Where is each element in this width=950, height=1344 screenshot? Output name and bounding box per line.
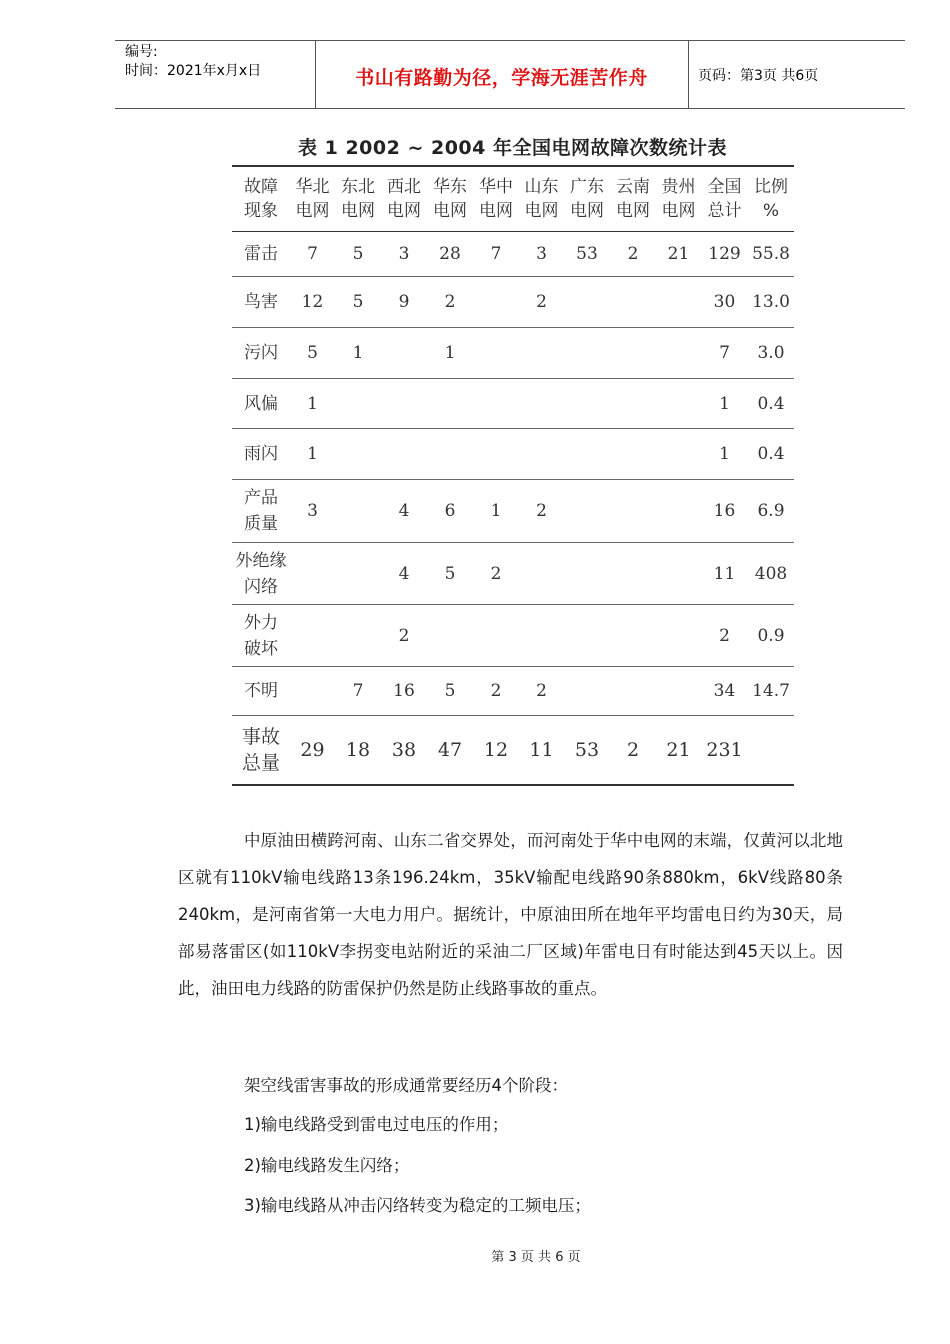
row-category-line: 闪络: [244, 576, 278, 597]
table-cell: 16: [381, 667, 427, 716]
column-header-line: 电网: [341, 201, 375, 221]
table-cell: [610, 667, 656, 716]
table-cell: 7: [701, 328, 748, 379]
table-cell: 13.0: [748, 277, 794, 328]
table-cell: [427, 605, 473, 667]
row-category: [232, 429, 290, 480]
table-row: [232, 667, 794, 716]
column-header-line: 全国: [707, 177, 742, 197]
table-row: [232, 379, 794, 429]
table-cell: [610, 277, 656, 328]
body-paragraph-2: 架空线雷害事故的形成通常要经历4个阶段：: [244, 1076, 568, 1095]
table-cell: 0.4: [748, 429, 794, 480]
table-cell: [610, 605, 656, 667]
column-header-line: %: [762, 201, 780, 221]
table-cell: [656, 277, 701, 328]
table-cell: 1: [427, 328, 473, 379]
row-category-line: 总量: [241, 752, 280, 774]
table-cell: 5: [335, 277, 381, 328]
table-cell: [564, 480, 610, 543]
column-header: [564, 166, 610, 232]
column-header-line: 电网: [387, 201, 421, 221]
column-header-line: 电网: [433, 201, 467, 221]
table-cell: 231: [701, 716, 748, 786]
table-cell: [656, 543, 701, 605]
list-item-1: 1)输电线路受到雷电过电压的作用；: [244, 1115, 509, 1134]
table-cell: [473, 605, 519, 667]
table-cell: 2: [427, 277, 473, 328]
table-cell: [427, 379, 473, 429]
column-header-line: 现象: [244, 201, 278, 221]
table-cell: [335, 379, 381, 429]
list-item-3: 3)输电线路从冲击闪络转变为稳定的工频电压；: [244, 1196, 591, 1215]
list-item-2: 2)输电线路发生闪络；: [244, 1156, 410, 1175]
table-cell: 1: [290, 379, 335, 429]
table-cell: 18: [335, 716, 381, 786]
table-cell: 5: [335, 232, 381, 277]
table-cell: 30: [701, 277, 748, 328]
table-cell: [610, 429, 656, 480]
table-cell: 7: [335, 667, 381, 716]
row-category: [232, 667, 290, 716]
table-cell: 3: [290, 480, 335, 543]
column-header-line: 电网: [616, 201, 650, 221]
table-cell: 1: [701, 379, 748, 429]
table-cell: 2: [519, 277, 564, 328]
column-header: [610, 166, 656, 232]
row-category: [232, 232, 290, 277]
table-cell: 34: [701, 667, 748, 716]
table-cell: [473, 379, 519, 429]
table-cell: [427, 429, 473, 480]
table-cell: 7: [473, 232, 519, 277]
table-cell: [381, 379, 427, 429]
table-cell: 11: [519, 716, 564, 786]
row-category: [232, 379, 290, 429]
column-header-line: 总计: [707, 201, 742, 221]
column-header-line: 华中: [479, 177, 513, 197]
table-cell: 7: [290, 232, 335, 277]
row-category: [232, 480, 290, 543]
column-header-line: 电网: [479, 201, 513, 221]
table-cell: 21: [656, 716, 701, 786]
table-cell: [473, 328, 519, 379]
body-paragraph-1: 中原油田横跨河南、山东二省交界处，而河南处于华中电网的末端，仅黄河以北地区就有110kV输电线路13条196.24km，35kV输配电线路90条880km，6kV线路80条240km，是河南省第一大电力用户。据统计，中原油田所在地年平均雷电日约为30天，局部易落雷区(如110kV李拐变电站附近的采油二厂区域)年雷电日有时能达到45天以上。因此，油田电力线路的防雷保护仍然是防止线路事故的重点。: [178, 831, 843, 998]
column-header: [381, 166, 427, 232]
column-header-line: 故障: [244, 177, 278, 197]
column-header-line: 山东: [524, 177, 559, 197]
table-cell: [519, 328, 564, 379]
column-header: [701, 166, 748, 232]
column-header-line: 比例: [754, 177, 788, 197]
table-cell: 3: [381, 232, 427, 277]
fault-statistics-table: [232, 165, 794, 786]
table-cell: 47: [427, 716, 473, 786]
table-cell: [564, 429, 610, 480]
column-header: [473, 166, 519, 232]
row-category-line: 鸟害: [244, 292, 278, 312]
column-header-line: 华东: [433, 177, 467, 197]
header-meta: [125, 43, 261, 81]
table-cell: 3.0: [748, 328, 794, 379]
page-header: [115, 40, 905, 109]
table-cell: 12: [473, 716, 519, 786]
row-category: [232, 277, 290, 328]
table-cell: 2: [701, 605, 748, 667]
table-cell: [335, 480, 381, 543]
table-cell: 1: [335, 328, 381, 379]
row-category-line: 外绝缘: [235, 550, 287, 571]
table-cell: 55.8: [748, 232, 794, 277]
table-row: [232, 429, 794, 480]
table-cell: 2: [473, 543, 519, 605]
table-cell: [656, 328, 701, 379]
page-footer: 第 3 页 共 6 页: [491, 1250, 581, 1265]
column-header-line: 东北: [341, 177, 375, 197]
table-cell: 28: [427, 232, 473, 277]
column-header-line: 电网: [295, 201, 330, 221]
header-divider: [688, 41, 689, 108]
table-row: [232, 480, 794, 543]
table-cell: 5: [427, 667, 473, 716]
table-cell: [290, 605, 335, 667]
table-cell: 11: [701, 543, 748, 605]
row-category-line: 外力: [244, 612, 278, 633]
row-category-line: 质量: [244, 514, 278, 534]
column-header-line: 电网: [661, 201, 696, 221]
column-header-line: 华北: [295, 177, 330, 197]
table-cell: 4: [381, 480, 427, 543]
column-header-line: 电网: [524, 201, 559, 221]
row-category: [232, 605, 290, 667]
table-cell: [381, 429, 427, 480]
table-cell: [564, 277, 610, 328]
table-cell: [656, 605, 701, 667]
table-cell: [473, 429, 519, 480]
table-cell: 53: [564, 232, 610, 277]
table-cell: [656, 667, 701, 716]
column-header: [232, 166, 290, 232]
table-cell: [519, 543, 564, 605]
table-cell: [290, 667, 335, 716]
table-cell: [335, 543, 381, 605]
column-header-line: 贵州: [661, 177, 696, 197]
row-category-line: 事故: [241, 726, 280, 748]
row-category: [232, 543, 290, 605]
column-header: [335, 166, 381, 232]
row-category: [232, 328, 290, 379]
table-row: [232, 232, 794, 277]
column-header-line: 云南: [616, 177, 650, 197]
table-cell: 9: [381, 277, 427, 328]
row-category-line: 雨闪: [244, 444, 278, 464]
table-cell: [473, 277, 519, 328]
table-cell: 29: [290, 716, 335, 786]
column-header: [427, 166, 473, 232]
table-cell: 38: [381, 716, 427, 786]
table-cell: [748, 716, 794, 786]
table-cell: 21: [656, 232, 701, 277]
table-cell: [656, 480, 701, 543]
table-cell: 408: [748, 543, 794, 605]
table-cell: 2: [519, 480, 564, 543]
table-cell: 14.7: [748, 667, 794, 716]
table-cell: 2: [473, 667, 519, 716]
header-page-info: 页码：第3页 共6页: [698, 68, 819, 84]
column-header: [290, 166, 335, 232]
table-cell: [519, 429, 564, 480]
table-cell: 2: [610, 232, 656, 277]
table-cell: 1: [290, 429, 335, 480]
row-category-line: 污闪: [244, 343, 278, 363]
table-row: [232, 605, 794, 667]
table-row: [232, 328, 794, 379]
table-cell: [610, 543, 656, 605]
table-header-row: [232, 166, 794, 232]
table-cell: 3: [519, 232, 564, 277]
table-cell: 2: [610, 716, 656, 786]
column-header-line: 广东: [570, 177, 604, 197]
table-cell: 0.9: [748, 605, 794, 667]
table-cell: 0.4: [748, 379, 794, 429]
table-cell: [564, 379, 610, 429]
header-motto: 书山有路勤为径，学海无涯苦作舟: [355, 67, 648, 89]
table-cell: [656, 379, 701, 429]
table-row: [232, 716, 794, 786]
table-cell: [519, 379, 564, 429]
table-cell: 5: [290, 328, 335, 379]
row-category-line: 产品: [244, 488, 278, 508]
column-header: [519, 166, 564, 232]
table-cell: [519, 605, 564, 667]
column-header: [748, 166, 794, 232]
table-cell: [564, 605, 610, 667]
time-label: 时间：2021年x月x日: [125, 63, 262, 79]
table-cell: 53: [564, 716, 610, 786]
table-row: [232, 277, 794, 328]
table-cell: [656, 429, 701, 480]
table-cell: 5: [427, 543, 473, 605]
column-header-line: 电网: [570, 201, 604, 221]
table-cell: 12: [290, 277, 335, 328]
number-label: 编号:: [125, 44, 158, 60]
row-category-line: 风偏: [244, 393, 278, 414]
table-row: [232, 543, 794, 605]
table-cell: [610, 480, 656, 543]
row-category-line: 不明: [244, 681, 278, 701]
table-cell: 2: [519, 667, 564, 716]
table-cell: [564, 543, 610, 605]
table-title: 表 1 2002 ~ 2004 年全国电网故障次数统计表: [298, 137, 727, 159]
table-cell: [381, 328, 427, 379]
row-category-line: 雷击: [244, 244, 278, 264]
table-cell: [335, 429, 381, 480]
table-cell: [335, 605, 381, 667]
table-cell: [610, 379, 656, 429]
table-cell: 1: [473, 480, 519, 543]
column-header-line: 西北: [387, 177, 421, 197]
table-cell: 6.9: [748, 480, 794, 543]
column-header: [656, 166, 701, 232]
table-cell: 1: [701, 429, 748, 480]
table-cell: [290, 543, 335, 605]
fault-table-container: [232, 165, 794, 786]
table-cell: 16: [701, 480, 748, 543]
table-cell: [564, 667, 610, 716]
table-cell: 2: [381, 605, 427, 667]
table-cell: 6: [427, 480, 473, 543]
table-cell: 4: [381, 543, 427, 605]
table-cell: [564, 328, 610, 379]
table-cell: 129: [701, 232, 748, 277]
row-category: [232, 716, 290, 786]
table-cell: [610, 328, 656, 379]
row-category-line: 破坏: [244, 638, 278, 659]
